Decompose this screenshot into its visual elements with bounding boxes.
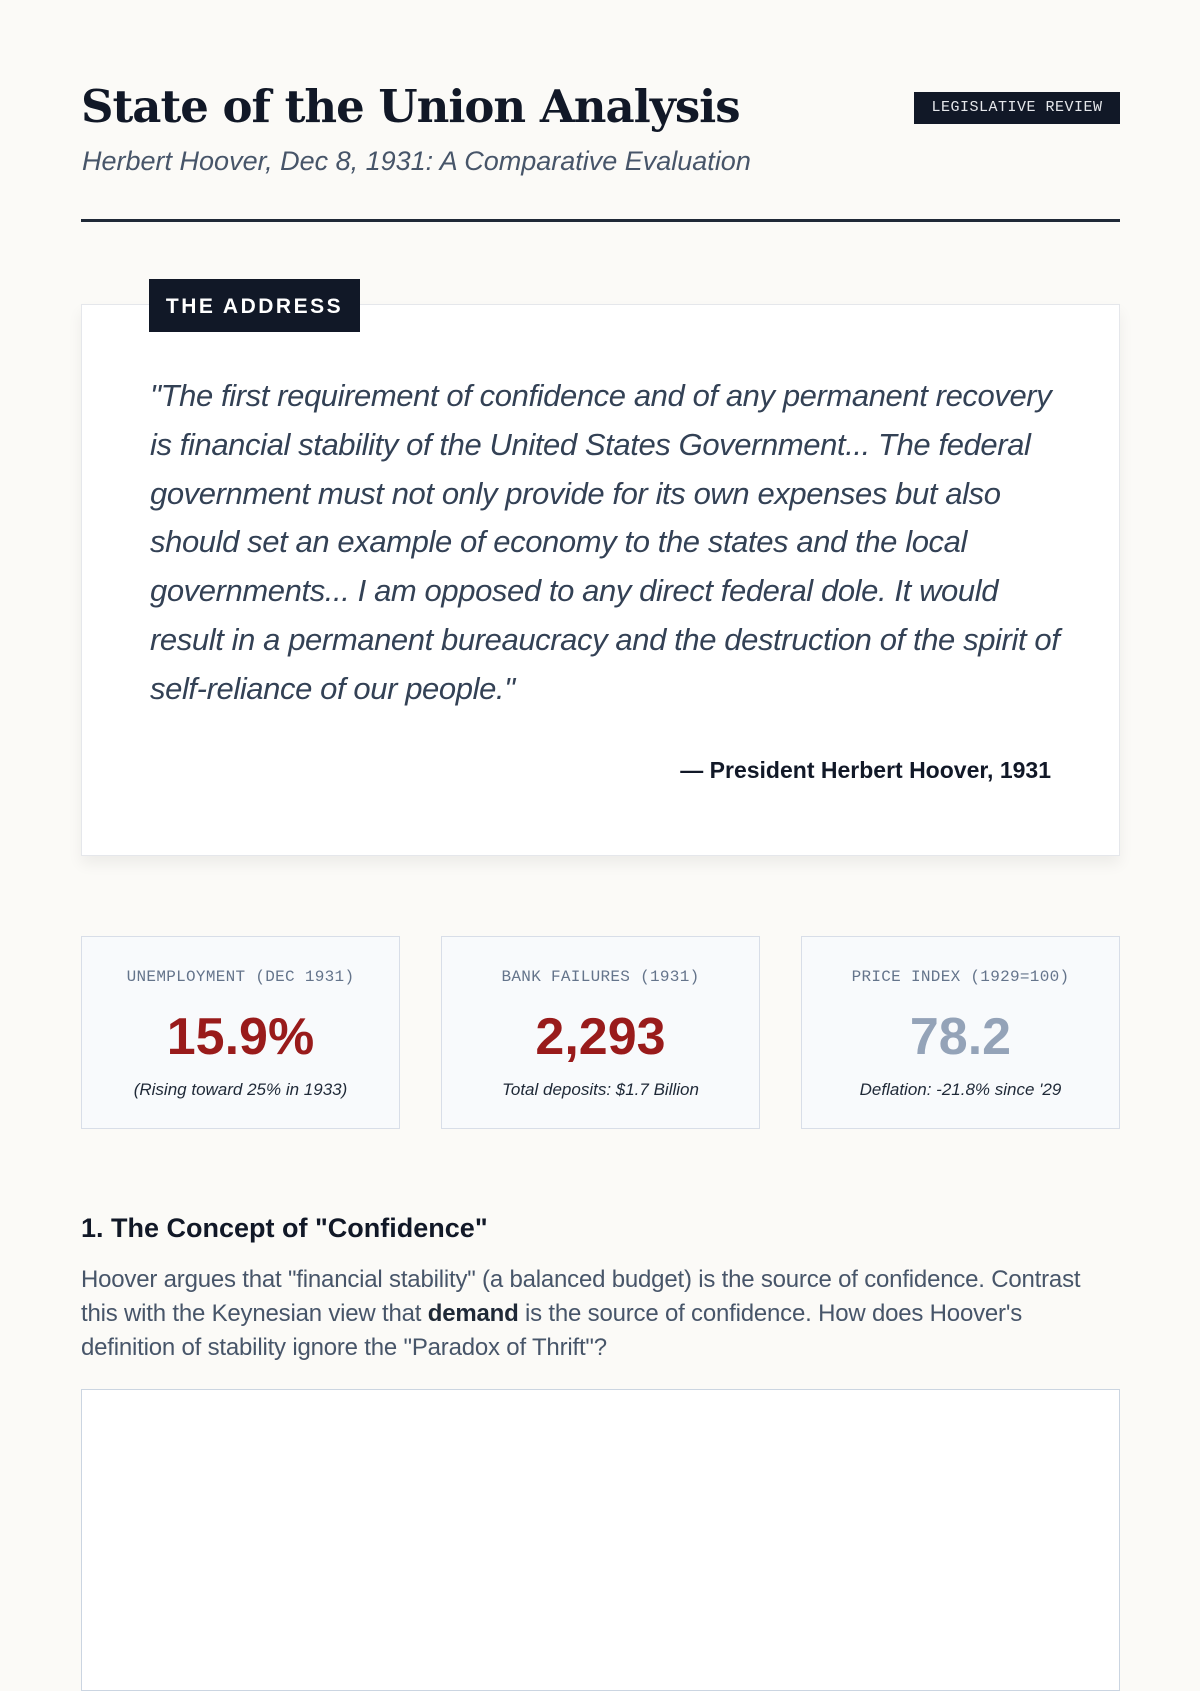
question-prompt <box>81 1263 1120 1365</box>
review-tag-badge: LEGISLATIVE REVIEW <box>914 92 1120 124</box>
question-text-part: Hoover argues that "financial stability" (a balanced budget) is the source of confidence. Contrast this with the Keynesian view that <box>81 1266 1081 1327</box>
address-quote: "The first requirement of confidence and of any permanent recovery is financial stability of the United States Government... The federal government must not only provide for its own expenses but also should set an example of economy to the states and the local governments... I am opposed to any direct federal dole. It would result in a permanent bureaucracy and the destruction of the spirit of self-reliance of our people." <box>150 378 1060 706</box>
address-label: THE ADDRESS <box>149 279 360 332</box>
stat-value: 78.2 <box>909 1008 1012 1066</box>
stat-label: PRICE INDEX (1929=100) <box>851 968 1070 986</box>
stat-value: 2,293 <box>535 1008 666 1066</box>
stat-label: BANK FAILURES (1931) <box>501 968 700 986</box>
stat-label: UNEMPLOYMENT (DEC 1931) <box>126 968 355 986</box>
document-header <box>81 0 1120 224</box>
stat-note: (Rising toward 25% in 1933) <box>133 1080 348 1099</box>
quote-attribution: — President Herbert Hoover, 1931 <box>680 757 1051 783</box>
question-heading: 1. The Concept of "Confidence" <box>81 1213 488 1243</box>
answer-textarea[interactable] <box>81 1389 1120 1691</box>
stat-value: 15.9% <box>166 1008 315 1066</box>
page-title: State of the Union Analysis <box>81 80 740 133</box>
stat-note: Total deposits: $1.7 Billion <box>502 1080 699 1099</box>
stat-card-bank-failures <box>441 936 760 1129</box>
stat-note: Deflation: -21.8% since '29 <box>859 1080 1062 1099</box>
question-emphasis: demand <box>427 1300 519 1327</box>
question-text-part: is the source of confidence. How does Hoover's definition of stability ignore the "Paradox of Thrift"? <box>81 1300 1023 1361</box>
stat-card-price-index <box>801 936 1120 1129</box>
page-subtitle: Herbert Hoover, Dec 8, 1931: A Comparative Evaluation <box>82 146 751 176</box>
header-divider <box>81 219 1120 222</box>
stat-card-unemployment <box>81 936 400 1129</box>
